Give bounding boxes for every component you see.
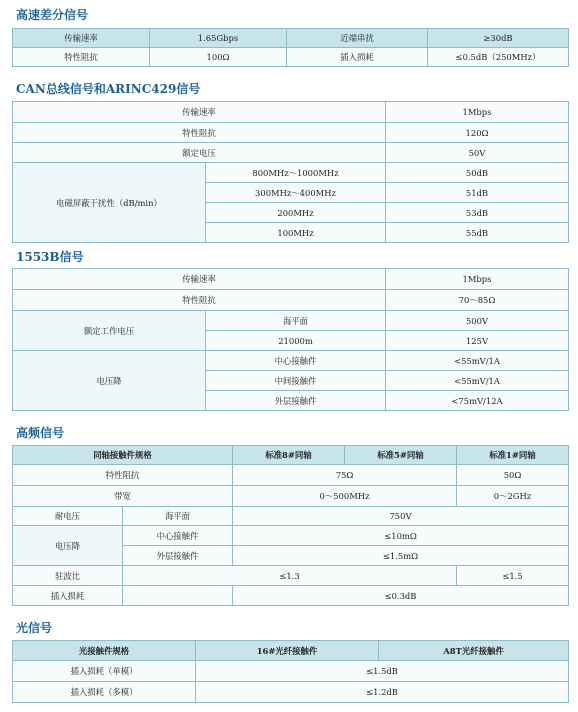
table-row [13,507,569,526]
cell: 500V [386,311,569,331]
table-row [13,486,569,507]
cell: 120Ω [386,123,569,143]
table-row [13,269,569,290]
cell: <75mV/12A [386,391,569,411]
cell: 0～2GHz [457,486,569,507]
optical-table [12,640,569,703]
cell: 特性阻抗 [13,290,386,311]
header-cell: 光接触件规格 [13,641,196,661]
table-row [13,29,569,48]
cell: 75Ω [233,465,457,486]
table-row [13,123,569,143]
cell: ≤1.5mΩ [233,546,569,566]
section-title-high-speed-differential: 高速差分信号 [16,8,89,22]
table-row [13,526,569,546]
can-arinc429-table [12,101,569,243]
cell: 0～500MHz [233,486,457,507]
cell: 外层接触件 [123,546,233,566]
cell: 外层接触件 [206,391,386,411]
cell: 海平面 [206,311,386,331]
section-title-can-arinc429: CAN总线信号和ARINC429信号 [16,82,201,96]
cell: 50V [386,143,569,163]
cell: 特性阻抗 [13,465,233,486]
header-cell: 16#光纤接触件 [196,641,379,661]
table-header-row [13,446,569,465]
table-row [13,143,569,163]
cell: 53dB [386,203,569,223]
cell: 100MHz [206,223,386,243]
cell: 750V [233,507,569,526]
cell: 51dB [386,183,569,203]
header-cell: 标准1#同轴 [457,446,569,465]
cell: 中心接触件 [206,351,386,371]
table-row [13,102,569,123]
cell: 插入损耗（单模） [13,661,196,682]
cell: ≥30dB [428,29,569,48]
cell: 传输速率 [13,102,386,123]
cell: ≤1.5dB [196,661,569,682]
cell: 电压降 [13,526,123,566]
cell: ≤1.3 [123,566,457,586]
header-cell: 标准8#同轴 [233,446,345,465]
table-row [13,351,569,371]
table-row [13,290,569,311]
header-cell: A8T光纤接触件 [379,641,569,661]
section-title-optical: 光信号 [16,621,53,635]
cell: 300MHz～400MHz [206,183,386,203]
cell: 插入损耗 [13,586,123,606]
high-frequency-table [12,445,569,606]
cell: <55mV/1A [386,351,569,371]
cell: 中心接触件 [123,526,233,546]
cell: 电压降 [13,351,206,411]
table-row [13,682,569,703]
cell [123,586,233,606]
cell: 海平面 [123,507,233,526]
section-title-1553b: 1553B信号 [16,250,84,264]
cell: ≤1.5 [457,566,569,586]
header-cell: 标准5#同轴 [345,446,457,465]
cell: 电磁屏蔽干扰性（dB/min） [13,163,206,243]
cell: 50Ω [457,465,569,486]
cell: 21000m [206,331,386,351]
high-speed-differential-table [12,28,569,67]
cell: 70～85Ω [386,290,569,311]
cell: 125V [386,331,569,351]
cell: <55mV/1A [386,371,569,391]
cell: 特性阻抗 [13,48,150,67]
cell: 100Ω [150,48,287,67]
cell: ≤10mΩ [233,526,569,546]
cell: 中间接触件 [206,371,386,391]
cell: 驻波比 [13,566,123,586]
cell: 800MHz～1000MHz [206,163,386,183]
cell: ≤0.3dB [233,586,569,606]
table-row [13,465,569,486]
cell: 近端串扰 [287,29,428,48]
cell: 特性阻抗 [13,123,386,143]
table-row [13,48,569,67]
header-cell: 同轴接触件规格 [13,446,233,465]
cell: 传输速率 [13,29,150,48]
1553b-table [12,268,569,411]
cell: 耐电压 [13,507,123,526]
table-row [13,566,569,586]
cell: 额定电压 [13,143,386,163]
cell: 传输速率 [13,269,386,290]
cell: 带宽 [13,486,233,507]
cell: ≤0.5dB（250MHz） [428,48,569,67]
cell: 1Mbps [386,102,569,123]
table-row [13,586,569,606]
table-header-row [13,641,569,661]
table-row [13,163,569,183]
cell: 额定工作电压 [13,311,206,351]
cell: ≤1.2dB [196,682,569,703]
table-row [13,661,569,682]
table-row [13,311,569,331]
cell: 55dB [386,223,569,243]
cell: 插入损耗（多模） [13,682,196,703]
cell: 50dB [386,163,569,183]
section-title-high-frequency: 高频信号 [16,426,65,440]
cell: 200MHz [206,203,386,223]
cell: 1.65Gbps [150,29,287,48]
cell: 1Mbps [386,269,569,290]
cell: 插入损耗 [287,48,428,67]
